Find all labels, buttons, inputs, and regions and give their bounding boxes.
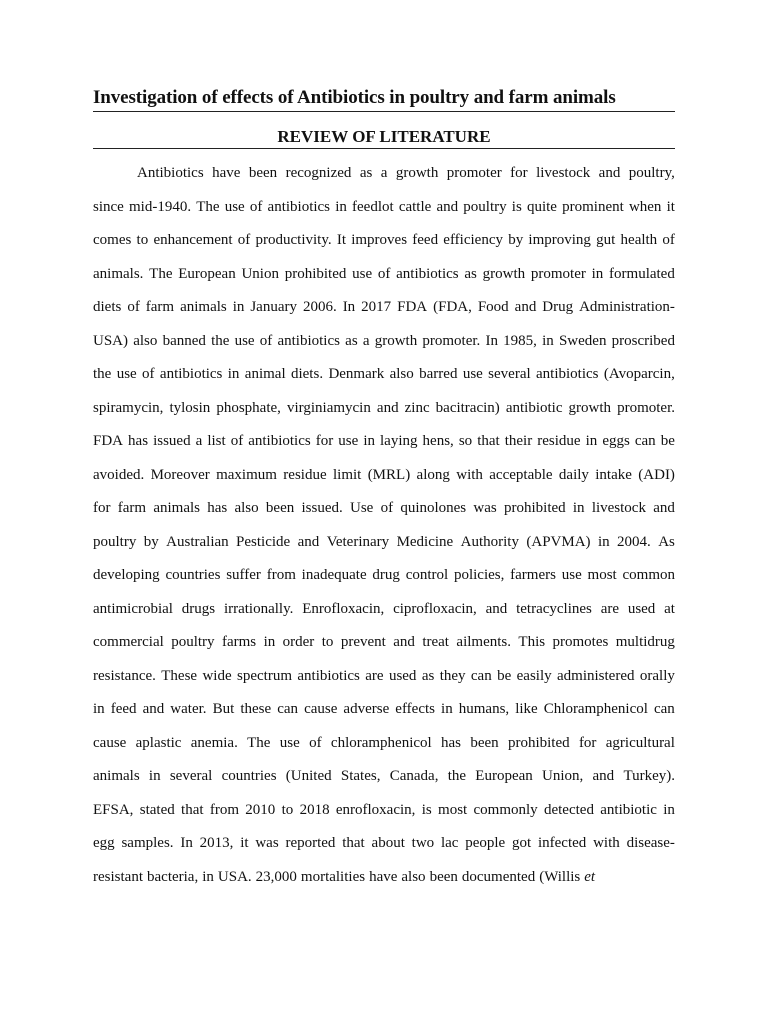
title-underline <box>93 111 675 112</box>
paragraph-line: in feed and water. But these can cause adverse effects in humans, like Chloramphenicol can <box>93 701 675 717</box>
paragraph-line: resistant bacteria, in USA. 23,000 mortalities have also been documented (Willis et <box>93 864 675 897</box>
paragraph-line: egg samples. In 2013, it was reported that about two lac people got infected with disease- <box>93 835 675 851</box>
paragraph-line: developing countries suffer from inadequate drug control policies, farmers use most common <box>93 567 675 583</box>
paragraph-line: resistance. These wide spectrum antibiotics are used as they can be easily administered orally <box>93 667 675 684</box>
paragraph-line: Antibiotics have been recognized as a growth promoter for livestock and poultry, <box>137 165 675 181</box>
paragraph-line: commercial poultry farms in order to prevent and treat ailments. This promotes multidrug <box>93 634 675 650</box>
paragraph-line: animals. The European Union prohibited use of antibiotics as growth promoter in formulated <box>93 265 675 282</box>
heading-underline <box>93 148 675 149</box>
paragraph-line: diets of farm animals in January 2006. In 2017 FDA (FDA, Food and Drug Administration- <box>93 299 675 315</box>
paragraph-line: animals in several countries (United States, Canada, the European Union, and Turkey). <box>93 768 675 784</box>
document-title: Investigation of effects of Antibiotics in poultry and farm animals <box>93 87 616 108</box>
paragraph-line: comes to enhancement of productivity. It improves feed efficiency by improving gut health of <box>93 232 675 248</box>
citation-italic: et <box>584 868 596 885</box>
paragraph-line: spiramycin, tylosin phosphate, virginiamycin and zinc bacitracin) antibiotic growth promoter. <box>93 399 675 416</box>
paragraph-line: antimicrobial drugs irrationally. Enrofloxacin, ciprofloxacin, and tetracyclines are used at <box>93 600 675 617</box>
paragraph-line: since mid-1940. The use of antibiotics in feedlot cattle and poultry is quite prominent when it <box>93 198 675 215</box>
paragraph-line: USA) also banned the use of antibiotics as a growth promoter. In 1985, in Sweden proscribed <box>93 332 675 349</box>
paragraph-line: cause aplastic anemia. The use of chloramphenicol has been prohibited for agricultural <box>93 734 675 751</box>
paragraph-line: for farm animals has also been issued. Use of quinolones was prohibited in livestock and <box>93 500 675 516</box>
paragraph-line: avoided. Moreover maximum residue limit (MRL) along with acceptable daily intake (ADI) <box>93 466 675 483</box>
paragraph-line: FDA has issued a list of antibiotics for use in laying hens, so that their residue in eggs can be <box>93 433 675 449</box>
section-heading: REVIEW OF LITERATURE <box>277 127 491 146</box>
paragraph-line: poultry by Australian Pesticide and Veterinary Medicine Authority (APVMA) in 2004. As <box>93 533 675 550</box>
paragraph-line: the use of antibiotics in animal diets. Denmark also barred use several antibiotics (Avoparcin, <box>93 366 675 382</box>
paragraph-line: EFSA, stated that from 2010 to 2018 enrofloxacin, is most commonly detected antibiotic in <box>93 801 675 818</box>
